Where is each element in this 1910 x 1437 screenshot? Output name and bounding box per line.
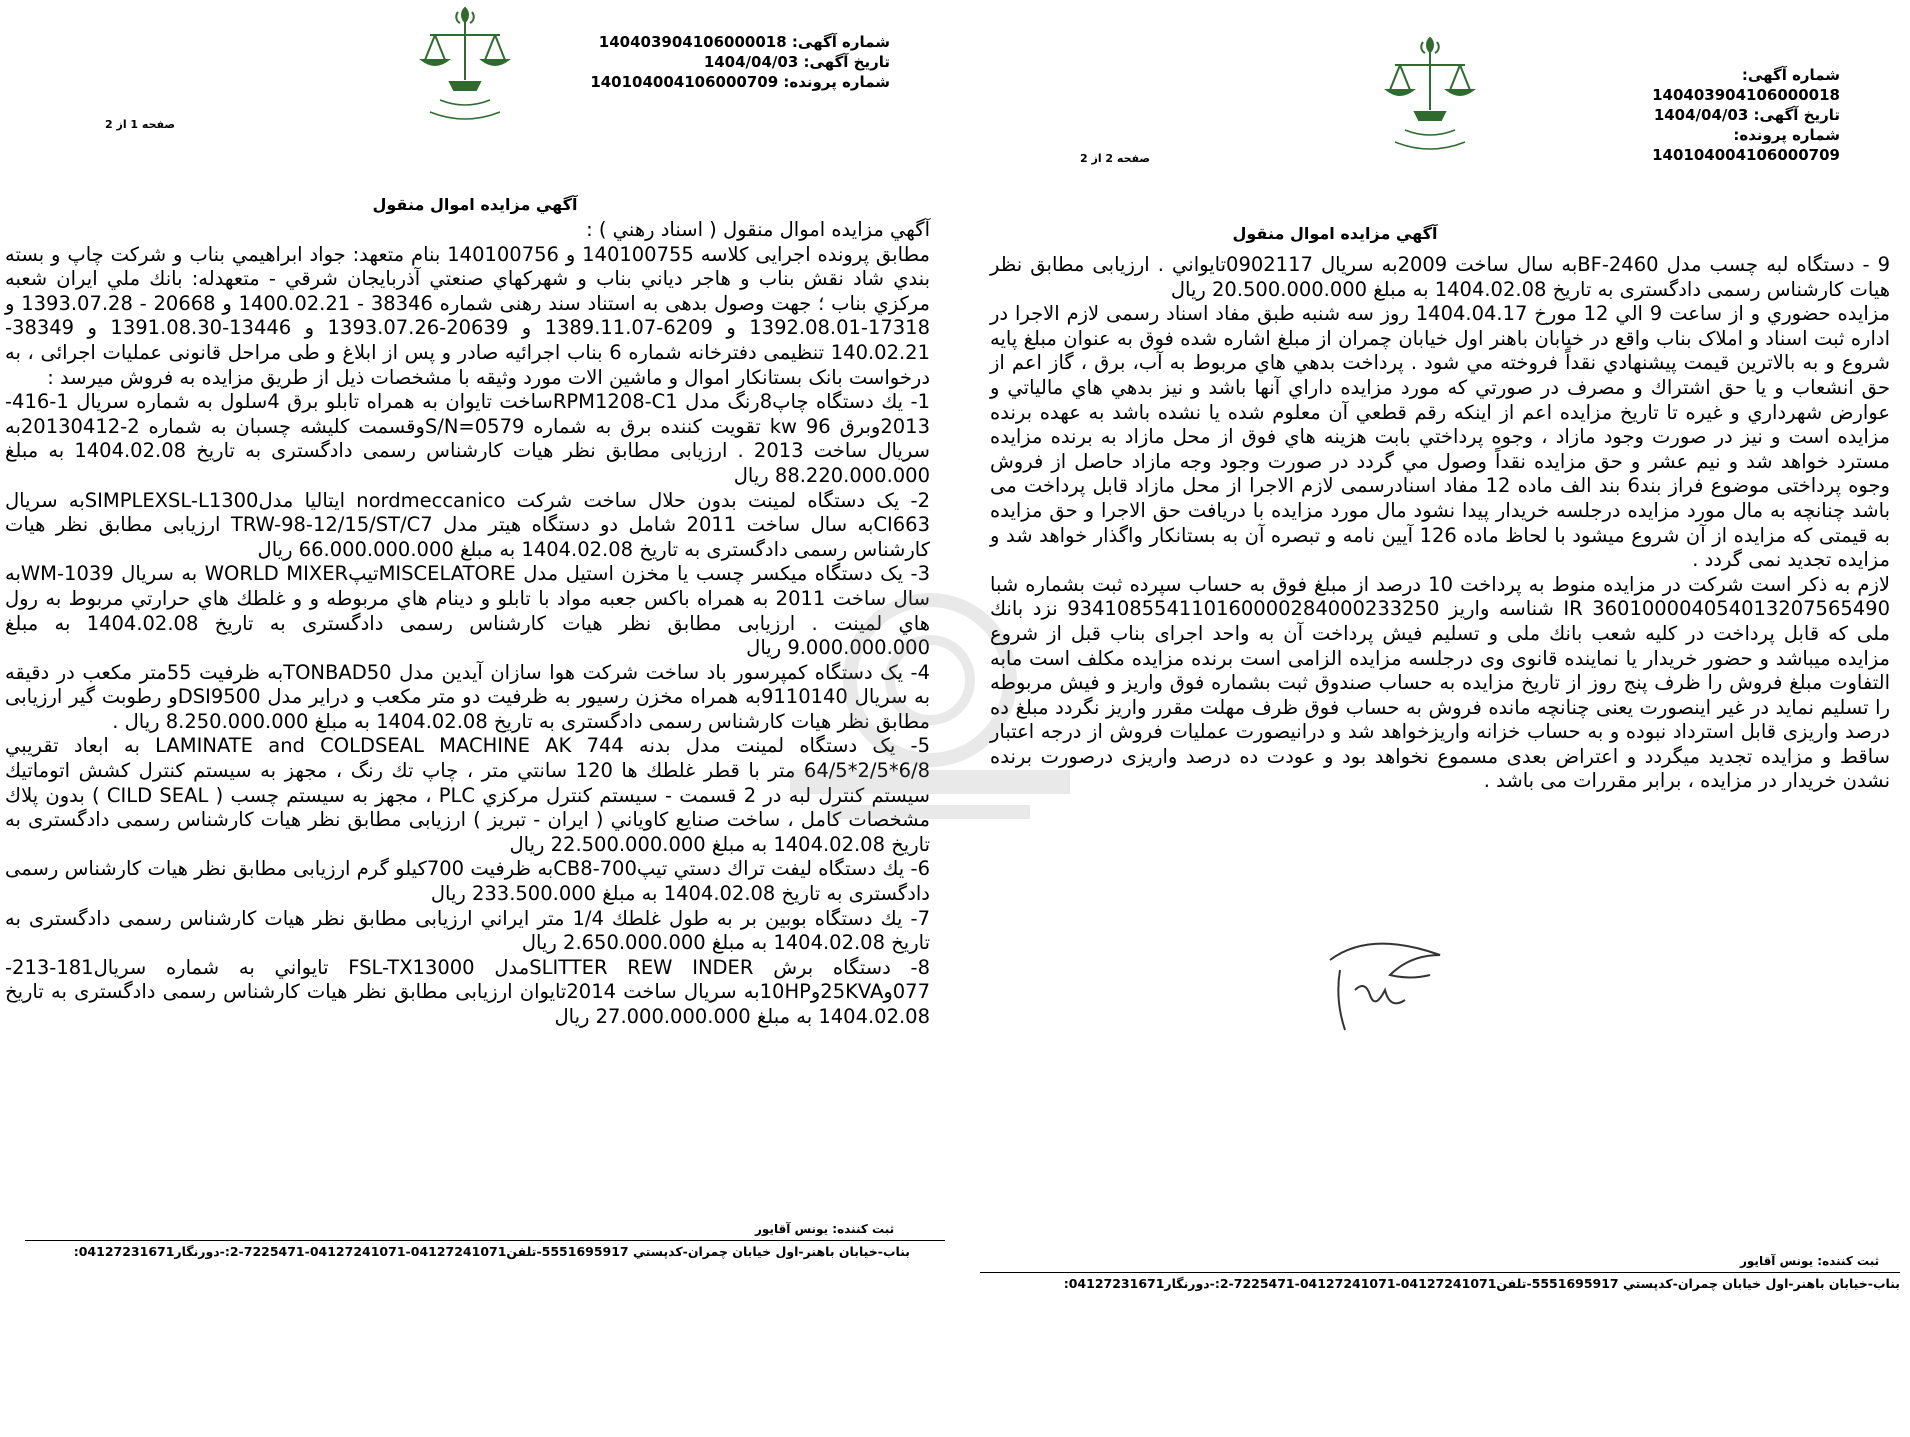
registrar: ثبت كننده: يونس آقايور [755,1222,895,1236]
paragraph: مطابق پرونده اجرايی كلاسه 140100755 و 140100756 بنام متعهد: جواد ابراهيمي بناب و شركت چاپ و بسته بندي شاد نقش بناب و هاجر دياني بناب و شهركهاي صنعتي آذربايجان شرقي - متعهدله: بانك ملي ايران شعبه مركزي بناب ؛ جهت وصول بدهی به استناد سند رهنی شماره 38346 - 1400.02.21 و 20668 - 1393.07.28 و 17318-1392.08.01 و 6209-1389.11.07 و 20639-1393.07.26 و 13446-1391.08.30 و 38349-140.02.21 تنظيمی دفترخانه شماره 6 بناب اجرائیه صادر و پس از ابلاغ و طی مراحل قانونی عملیات اجرائی ، به درخواست بانک بستانكار اموال و ماشين الات مورد وثيقه با مشخصات ذيل از طريق مزايده به فروش ميرسد : [5,242,931,389]
auction-item: 7- يك دستگاه بوبين بر به طول غلطك 1/4 متر ايراني ارزيابی مطابق نظر هيات كارشناس رسمی دادگستری به تاريخ 1404.02.08 به مبلغ 2.650.000.000 ريال [5,906,930,955]
auction-item: 1- يك دستگاه چاپ8رنگ مدل RPM1208-C1ساخت تايوان به همراه تابلو برق 4سلول به شماره سريال 1-416-2013وبرق 96 kw تقويت كننده برق به شماره S/N=0579وقسمت كليشه چسبان به شماره 2-20130412به سريال ساخت 2013 . ارزيابی مطابق نظر هيات كارشناس رسمی دادگستری به تاريخ 1404.02.08 به مبلغ 88.220.000.000 ريال [5,390,930,487]
registrar: ثبت كننده: يونس آقايور [1740,1254,1880,1268]
case-number: شماره پرونده: 140104004106000709 [1652,126,1840,164]
page-title: آگهي مزايده اموال منقول [372,195,578,214]
judiciary-emblem-icon [1375,30,1485,150]
paragraph: لازم به ذكر است شركت در مزايده منوط به پرداخت 10 درصد از مبلغ فوق به حساب سپرده ثبت بشماره شبا IR 360100004054013207565490 شناسه واريز 934108554110160000284000233250 نزد بانك ملی كه قابل پرداخت در كليه شعب بانك ملی و تسليم فيش پرداخت آن به واحد اجرای بناب قبل از شروع مزايده ميباشد و حضور خريدار يا نماينده قانوی وی درجلسه مزايده الزامی است برنده مزايده مكلف است مابه التفاوت مبلغ فروش را ظرف پنج روز از تاريخ مزايده به حساب صندوق ثبت بشماره فوق واريز و فيش مربوطه را تسليم نمايد در غير اينصورت يعنی چنانچه مانده فروش به حساب فوق ظرف مهلت مقرر واريز نگردد مبلغ ده درصد واريزی قابل استرداد نبوده و به حساب خزانه واريزخواهد شد و درانيصورت عمليات فروش از درجه اعتبار ساقط و مزايده تجديد ميگردد و اعتراض بعدی مسموع نخواهد بود و عودت ده درصد واريزی درصورت برنده نشدن خريدار در مزايده ، برابر مقررات می باشد . [990,572,1890,793]
ad-number: شماره آگهی: 140403904106000018 [598,33,890,51]
footer-address: بناب-خيابان باهنر-اول خيابان چمران-كدپستي 5551695917-تلفن04127241071-04127241071-7225471-2:-دورنگار04127231671: [1063,1276,1900,1291]
announcement-page-2 [970,0,1910,1437]
paragraph: آگهي مزايده اموال منقول ( اسناد رهني ) : [586,218,930,241]
ad-date: تاریخ آگهی: 1404/04/03 [703,53,890,71]
footer-address: بناب-خيابان باهنر-اول خيابان چمران-كدپستي 5551695917-تلفن04127241071-04127241071-7225471-2:-دورنگار04127231671: [73,1244,910,1259]
auction-item: 3- يک دستگاه ميكسر چسب يا مخزن استيل مدل MISCELATOREتيپWORLD MIXER به سريال WM-1039به سال ساخت 2011 به همراه باكس جعبه مواد با تابلو و دينام هاي مربوطه و و غلطك هاي حرارتي مربوط به رول هاي لمينت . ارزيابی مطابق نظر هيات كارشناس رسمی دادگستری به تاريخ 1404.02.08 به مبلغ 9.000.000.000 ريال [5,562,931,660]
auction-item: 5- يک دستگاه لمينت مدل بدنه LAMINATE and COLDSEAL MACHINE AK 744 به ابعاد تقريبي 6/8*2/5*64/5 متر با قطر غلطك ها 120 سانتي متر ، چاپ تك رنگ ، مجهز به سيستم كنترل كشش اتوماتيك سيستم كنترل لبه در 2 قسمت - سيستم كنترل مركزي PLC ، مجهز به سيستم چسب ( CILD SEAL ) بدون پلاك مشخصات كامل ، ساخت صنايع كاوياني ( ايران - تبريز ) ارزيابی مطابق نظر هيات كارشناس رسمی دادگستری به تاريخ 1404.02.08 به مبلغ 22.500.000.000 ريال [5,734,930,856]
page-number: صفحه 2 از 2 [1080,152,1151,165]
announcement-body [5,218,930,1030]
auction-item: 8- دستگاه برش SLITTER REW INDERمدل FSL-TX13000 تايواني به شماره سريال181-213-077و25KVAو10HPبه سريال ساخت 2014تايوان ارزيابی مطابق نظر هيات كارشناس رسمی دادگستری به تاريخ 1404.02.08 به مبلغ 27.000.000.000 ريال [5,955,930,1028]
page-number: صفحه 1 از 2 [105,118,176,131]
announcement-body [990,253,1890,794]
auction-item: 9 - دستگاه لبه چسب مدل BF-2460به سال ساخت 2009به سريال 0902117تايواني . ارزيابی مطابق نظر هيات كارشناس رسمی دادگستری به تاريخ 1404.02.08 به مبلغ 20.500.000.000 ريال [990,253,1890,301]
divider [980,1272,1900,1273]
paragraph: مزايده حضوري و از ساعت 9 الي 12 مورخ 1404.04.17 روز سه شنبه طبق مفاد اسناد رسمی لازم الاجرا در اداره ثبت اسناد و املاک بناب واقع در خيابان باهنر اول خيابان چمران از مبلغ اشاره شده فوق به عنوان مبلغ پايه شروع و به بالاترين قيمت پيشنهادي نقداً فروخته مي شود . پرداخت بدهي هاي مربوط به آب، برق ، گاز اعم از حق انشعاب و يا حق اشتراك و مصرف در صورتي كه مورد مزايده داراي آنها باشد و نيز بدهي هاي مالياتي و عوارض شهرداري و غيره تا تاريخ مزايده اعم از اينكه رقم قطعي آن معلوم شده يا نشده باشد به عهده برنده مزايده است و نيز در صورت وجود مازاد ، وجوه پرداختي بابت هزينه هاي فوق از محل مازاد به برنده مزايده مسترد خواهد شد و نيم عشر و حق مزايده نقداً وصول مي گردد در صورت وجود وجه مازاد حاصل از فروش وجوه پرداختی موضوع فراز بند6 بند الف ماده 12 مفاد اسنادرسمی لازم الاجرا از محل مازاد قابل پرداخت می باشد چنانچه به مال مورد مزايده درجلسه خريدار پيدا نشود مال مورد مزايده با دريافت حق الاجرا و حق مزايده به قيمتی كه مزايده از آن شروع ميشود با لحاظ ماده 126 آيين نامه و تبصره آن به بستانكار واگذار خواهد شد و مزايده تجديد نمی گردد . [990,302,1891,572]
divider [25,1240,945,1241]
auction-item: 6- يك دستگاه ليفت تراك دستي تيپCB8-700به ظرفيت 700كيلو گرم ارزيابی مطابق نظر هيات كارشناس رسمی دادگستری به تاريخ 1404.02.08 به مبلغ 233.500.000 ريال [5,857,930,906]
judiciary-emblem-icon [410,0,520,120]
auction-item: 2- يک دستگاه لمينت بدون حلال ساخت شركت nordmeccanico ايتاليا مدلSIMPLEXSL-L1300به سريال CI663به سال ساخت 2011 شامل دو دستگاه هيتر مدل TRW-98-12/15/ST/C7 ارزيابی مطابق نظر هيات كارشناس رسمی دادگستری به تاريخ 1404.02.08 به مبلغ 66.000.000.000 ريال [5,488,931,561]
auction-item: 4- يک دستگاه كمپرسور باد ساخت شركت هوا سازان آيدين مدل TONBAD50به ظرفيت 55متر مكعب در دقيقه به سريال 9110140به همراه مخزن رسيور به ظرفيت دو متر مكعب و دراير مدل DSI9500و رطوبت گير ارزيابی مطابق نظر هيات كارشناس رسمی دادگستری به تاريخ 1404.02.08 به مبلغ 8.250.000.000 ريال . [5,660,931,733]
signature-mark [1320,930,1470,1050]
ad-number: شماره آگهی: 140403904106000018 [1652,66,1840,104]
ad-date: تاریخ آگهی: 1404/04/03 [1653,106,1840,124]
case-number: شماره پرونده: 140104004106000709 [590,73,890,91]
announcement-page-1 [0,0,950,1437]
ad-meta [1560,65,1840,165]
ad-meta [590,32,890,92]
page-title: آگهي مزايده اموال منقول [1232,224,1438,243]
